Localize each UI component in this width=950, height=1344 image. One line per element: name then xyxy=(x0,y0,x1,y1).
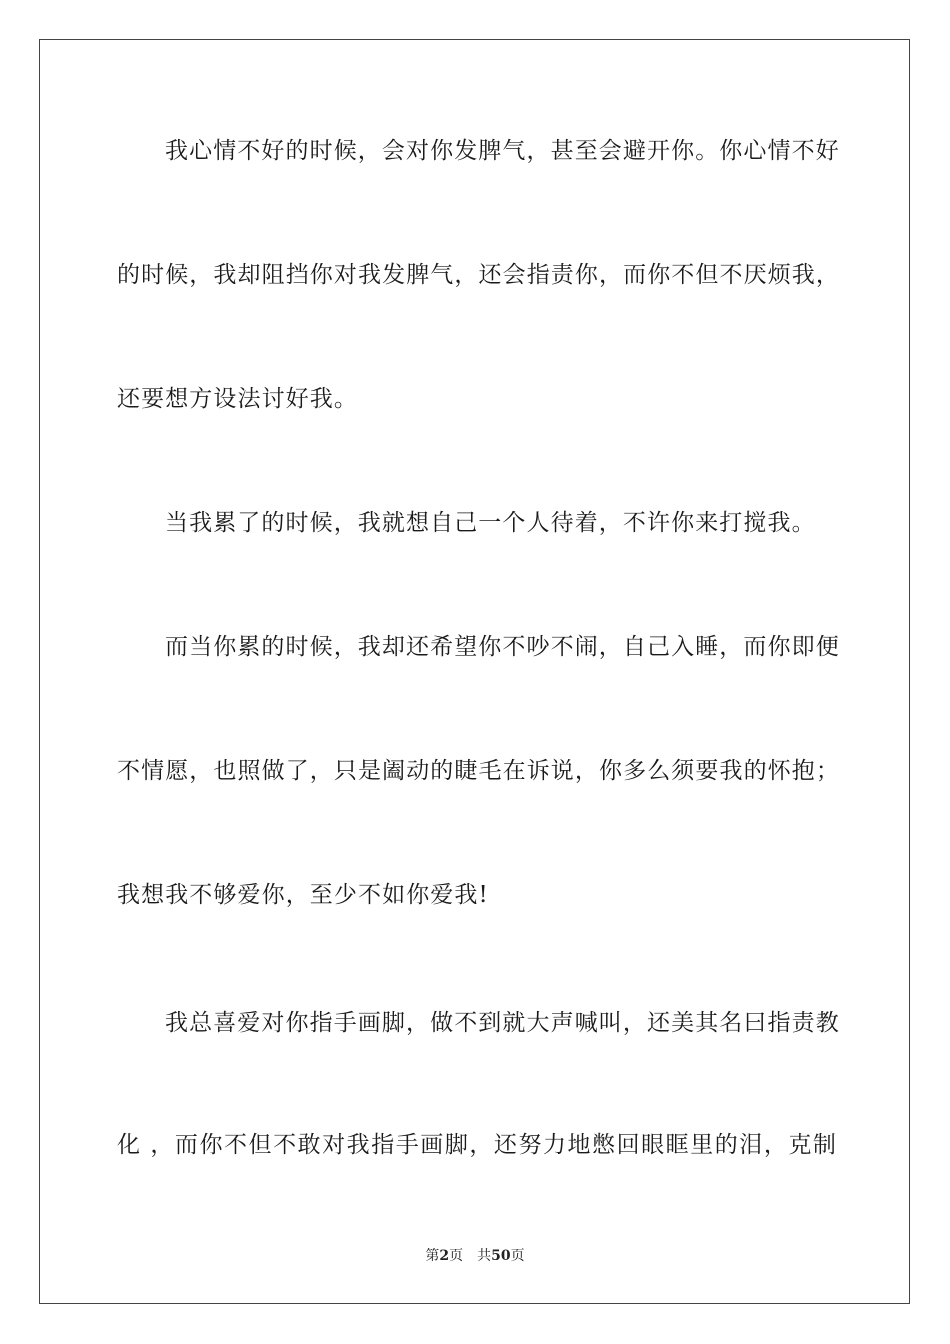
page-border xyxy=(39,39,910,1304)
page-prefix: 第 xyxy=(425,1248,440,1264)
text-line-9: 化 ，而你不但不敢对我指手画脚，还努力地憋回眼眶里的泪，克制 xyxy=(117,1132,837,1158)
text-line-2: 的时候，我却阻挡你对我发脾气，还会指责你，而你不但不厌烦我， xyxy=(117,262,840,288)
text-line-7: 我想我不够爱你，至少不如你爱我! xyxy=(117,882,489,908)
text-line-5: 而当你累的时候，我却还希望你不吵不闹，自己入睡，而你即便 xyxy=(165,634,840,660)
text-line-1: 我心情不好的时候，会对你发脾气，甚至会避开你。你心情不好 xyxy=(165,138,840,164)
text-line-6: 不情愿，也照做了，只是阖动的睫毛在诉说，你多么须要我的怀抱； xyxy=(117,758,840,784)
total-suffix: 页 xyxy=(510,1248,525,1264)
text-line-8: 我总喜爱对你指手画脚，做不到就大声喊叫，还美其名曰指责教 xyxy=(165,1010,840,1036)
page-suffix: 页 xyxy=(449,1248,464,1264)
page-footer xyxy=(0,1246,950,1266)
total-pages: 50 xyxy=(491,1248,511,1264)
page-number: 2 xyxy=(439,1248,450,1264)
text-line-4: 当我累了的时候，我就想自己一个人待着，不许你来打搅我。 xyxy=(165,510,816,536)
total-prefix: 共 xyxy=(477,1248,492,1264)
text-line-3: 还要想方设法讨好我。 xyxy=(117,386,358,412)
